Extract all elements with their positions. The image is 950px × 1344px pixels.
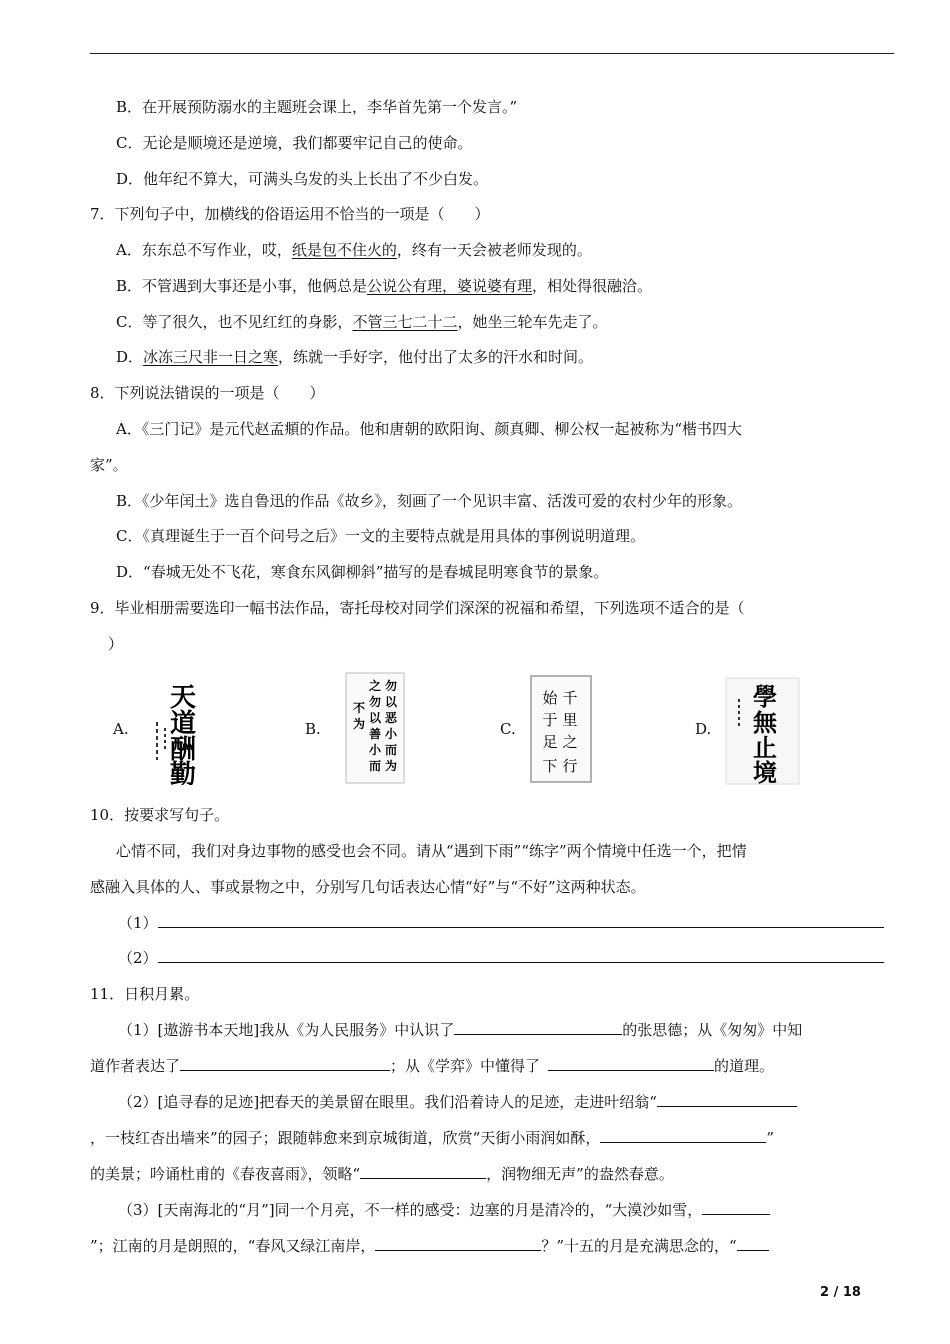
calligraphy-b-char: 勿: [384, 679, 398, 693]
calligraphy-d-char: 無: [753, 708, 777, 737]
q7-d-text-end: ，练就一手好字，他付出了太多的汗水和时间。: [278, 348, 594, 366]
q7-d-text: D．: [116, 348, 144, 366]
q11-text: （1）[遨游书本天地]我从《为人民服务》中认识了: [118, 1021, 455, 1039]
q7-c-text-end: ，她坐三轮车先走了。: [457, 313, 608, 331]
calligraphy-a-char-3: 酬: [169, 735, 197, 765]
q7-stem: 7．下列句子中，加横线的俗语运用不恰当的一项是（ ）: [90, 205, 490, 223]
calligraphy-a-image[interactable]: [145, 680, 215, 785]
calligraphy-b-char: 小: [368, 743, 382, 757]
q7-option-d: [116, 347, 593, 367]
q7-option-c: [116, 312, 608, 332]
q11-stem: 11．日积月累。: [90, 985, 200, 1003]
q11-part2-line1: [118, 1092, 797, 1112]
q8-option-c: C．《真理诞生于一百个问号之后》一文的主要特点就是用具体的事例说明道理。: [116, 527, 645, 545]
q11-part1-line2: [90, 1056, 774, 1076]
q9-label-a[interactable]: A.: [113, 720, 129, 738]
q7-b-text: B．不管遇到大事还是小事，他俩总是: [116, 277, 368, 295]
calligraphy-c-char: 千: [562, 689, 578, 707]
q11-text: ，润物细无声”的盎然春意。: [486, 1165, 674, 1183]
q11-text: ；从《学弈》中懂得了: [390, 1057, 541, 1075]
calligraphy-b-char: 勿: [368, 695, 382, 709]
q11-text: （2）[追寻春的足迹]把春天的美景留在眼里。我们沿着诗人的足迹，走进叶绍翁“: [118, 1093, 657, 1111]
q7-a-underlined: 纸是包不住火的: [291, 241, 397, 259]
calligraphy-c-char: 足: [542, 733, 558, 751]
q7-a-text-end: ，终有一天会被老师发现的。: [396, 241, 592, 259]
q11-blank[interactable]: [360, 1164, 486, 1179]
q11-part1-line1: [118, 1020, 802, 1040]
q6-option-d: D．他年纪不算大，可满头乌发的头上长出了不少白发。: [116, 170, 489, 188]
q11-part2-line2: [90, 1128, 774, 1148]
calligraphy-b-char: 为: [384, 759, 398, 773]
calligraphy-b-char: 以: [384, 695, 398, 709]
calligraphy-c-char: 之: [562, 733, 578, 751]
calligraphy-d-char: 境: [753, 758, 777, 785]
q10-answer-2[interactable]: [118, 948, 884, 968]
calligraphy-b-char: 而: [368, 759, 382, 773]
calligraphy-c-char: 行: [562, 757, 578, 775]
calligraphy-c-char: 于: [542, 711, 558, 729]
q11-text: 的道理。: [714, 1057, 775, 1075]
q10-answer-2-label: （2）: [118, 949, 158, 967]
q8-option-a-line1: A．《三门记》是元代赵孟頫的作品。他和唐朝的欧阳询、颜真卿、柳公权一起被称为“楷书四大: [116, 420, 743, 438]
q7-b-underlined: 公说公有理，婆说婆有理: [367, 277, 533, 295]
q10-answer-1-label: （1）: [118, 914, 158, 932]
calligraphy-b-char: 以: [368, 711, 382, 725]
q10-answer-2-blank[interactable]: [158, 948, 884, 963]
q11-blank[interactable]: [375, 1236, 541, 1251]
calligraphy-c-char: 始: [542, 689, 558, 707]
q10-answer-1[interactable]: [118, 913, 884, 933]
q11-text: 道作者表达了: [90, 1057, 181, 1075]
q11-text: 的张思德；从《匆匆》中知: [622, 1021, 803, 1039]
q7-option-a: [116, 240, 592, 260]
q11-text: ”；江南的月是朗照的，“春风又绿江南岸，: [90, 1237, 376, 1255]
q11-blank[interactable]: [548, 1056, 714, 1071]
calligraphy-c-image[interactable]: [530, 675, 592, 783]
q10-prompt-line2: 感融入具体的人、事或景物之中，分别写几句话表达心情“好”与“不好”这两种状态。: [90, 878, 646, 896]
q11-blank[interactable]: [454, 1020, 622, 1035]
calligraphy-c-char: 下: [542, 757, 558, 775]
calligraphy-c-char: 里: [562, 711, 578, 729]
calligraphy-b-char: 小: [384, 727, 398, 741]
q8-option-d: D．“春城无处不飞花，寒食东风御柳斜”描写的是春城昆明寒食节的景象。: [116, 563, 609, 581]
q11-part3-line1: [118, 1200, 770, 1220]
q11-blank[interactable]: [702, 1200, 770, 1215]
q9-label-b[interactable]: B.: [305, 720, 321, 738]
q11-part2-line3: [90, 1164, 674, 1184]
q11-blank[interactable]: [657, 1092, 797, 1107]
calligraphy-d-char: 止: [753, 733, 777, 762]
q11-text: ，一枝红杏出墙来”的园子；跟随韩愈来到京城街道，欣赏“天街小雨润如酥，: [90, 1129, 601, 1147]
calligraphy-a-char-4: 勤: [169, 760, 197, 785]
q7-d-underlined: 冰冻三尺非一日之寒: [143, 348, 279, 366]
q7-a-text: A．东东总不写作业，哎，: [116, 241, 292, 259]
calligraphy-b-char: 不: [352, 701, 366, 715]
q11-blank[interactable]: [600, 1128, 766, 1143]
q10-answer-1-blank[interactable]: [158, 913, 884, 928]
q11-part3-line2: [90, 1236, 769, 1256]
page-number: 2 / 18: [820, 1285, 861, 1300]
q6-option-c: C．无论是顺境还是逆境，我们都要牢记自己的使命。: [116, 134, 473, 152]
calligraphy-d-image[interactable]: [725, 677, 800, 785]
q10-stem: 10．按要求写句子。: [90, 806, 230, 824]
q9-stem-end: ）: [108, 635, 124, 653]
q6-option-b: B．在开展预防溺水的主题班会课上，李华首先第一个发言。”: [116, 98, 518, 116]
q7-option-b: [116, 276, 652, 296]
calligraphy-b-char: 善: [368, 727, 382, 741]
q11-text: （3）[天南海北的“月”]同一个月亮，不一样的感受：边塞的月是清冷的，“大漠沙如雪，: [118, 1201, 703, 1219]
q7-c-underlined: 不管三七二十二: [352, 313, 458, 331]
calligraphy-b-char: 而: [384, 743, 398, 757]
q10-prompt-line1: 心情不同，我们对身边事物的感受也会不同。请从“遇到下雨”“练字”两个情境中任选一个，把情: [116, 842, 747, 860]
q8-stem: 8．下列说法错误的一项是（ ）: [90, 384, 325, 402]
q7-c-text: C．等了很久，也不见红红的身影，: [116, 313, 353, 331]
q9-stem: 9．毕业相册需要选印一幅书法作品，寄托母校对同学们深深的祝福和希望，下列选项不适合的是（: [90, 599, 745, 617]
q9-label-c[interactable]: C.: [500, 720, 516, 738]
q11-text: ”: [766, 1129, 775, 1147]
q11-blank[interactable]: [737, 1236, 769, 1251]
calligraphy-d-char: 學: [753, 682, 777, 711]
calligraphy-a-char-1: 天: [169, 683, 197, 713]
q11-text: 的美景；吟诵杜甫的《春夜喜雨》，领略“: [90, 1165, 361, 1183]
calligraphy-b-char: 之: [368, 679, 382, 693]
q8-option-b: B．《少年闰土》选自鲁迅的作品《故乡》，刻画了一个见识丰富、活泼可爱的农村少年的形象。: [116, 492, 743, 510]
q11-text: ？”十五的月是充满思念的，“: [541, 1237, 737, 1255]
calligraphy-c-frame: [531, 676, 591, 782]
calligraphy-b-char: 为: [352, 717, 366, 731]
q11-blank[interactable]: [180, 1056, 390, 1071]
calligraphy-b-image[interactable]: [345, 672, 405, 784]
calligraphy-a-char-2: 道: [169, 709, 197, 739]
q8-option-a-line2: 家”。: [90, 456, 128, 474]
q9-label-d[interactable]: D.: [695, 720, 712, 738]
q7-b-text-end: ，相处得很融洽。: [532, 277, 653, 295]
calligraphy-b-char: 恶: [384, 711, 398, 725]
header-rule: [90, 53, 894, 54]
